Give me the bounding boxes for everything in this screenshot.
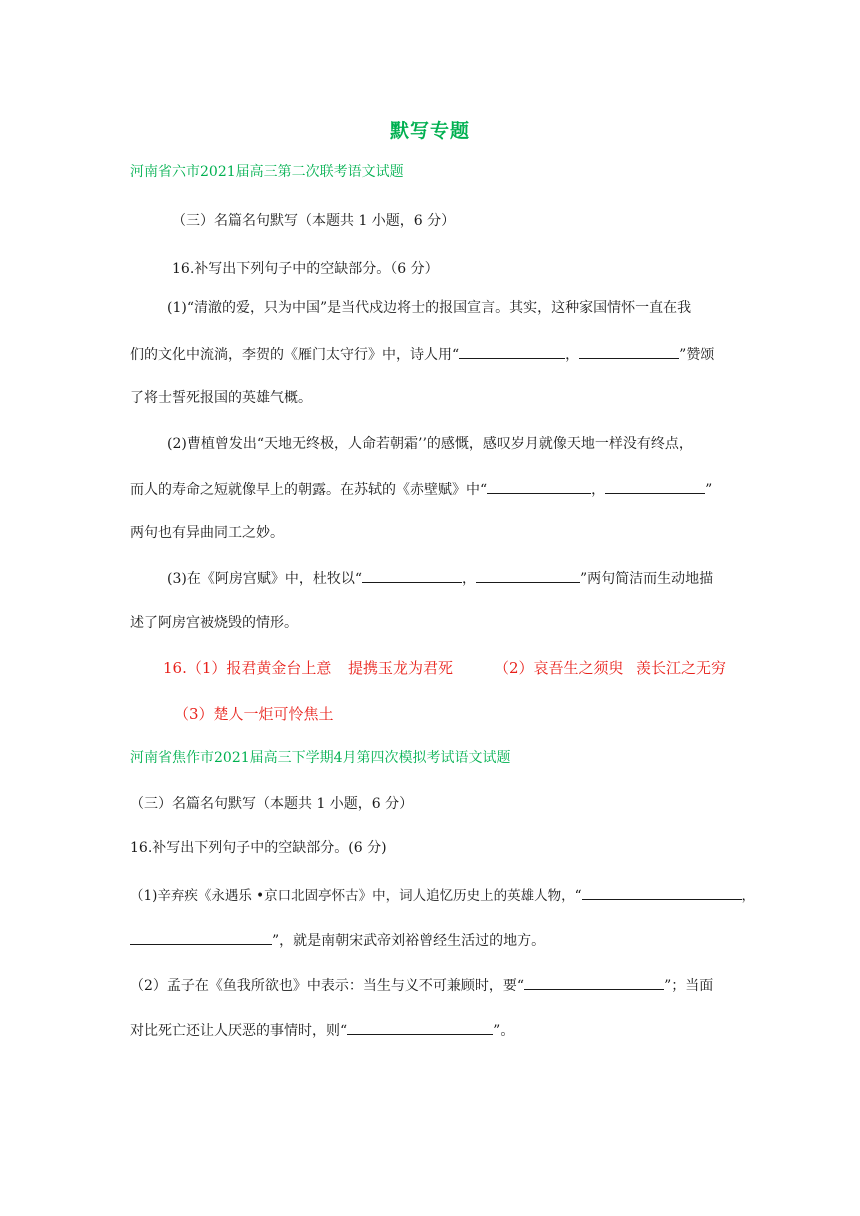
blank-separator: ， — [565, 347, 580, 363]
fill-blank[interactable] — [130, 930, 272, 945]
q3-line2: 述了阿房宫被烧毁的情形。 — [130, 615, 298, 631]
q2-line3: 两句也有异曲同工之妙。 — [130, 525, 284, 541]
q2-line2-text: 而人的寿命之短就像早上的朝露。在苏轼的《赤壁赋》中“ — [130, 482, 488, 498]
s2-q1-line2-text: ”，就是南朝宋武帝刘裕曾经生活过的地方。 — [272, 933, 546, 949]
q1-line2-end: ”赞颂 — [679, 347, 715, 363]
answer-5: （3）楚人一炬可怜焦土 — [174, 705, 334, 723]
s2-q2-line2 — [130, 1020, 514, 1041]
section-heading: （三）名篇名句默写（本题共 1 小题，6 分） — [172, 213, 456, 229]
fill-blank[interactable] — [362, 568, 462, 583]
blank-separator: ， — [462, 571, 476, 587]
q3-line1-end: ”两句简洁而生动地描 — [580, 571, 714, 587]
fill-blank[interactable] — [347, 1020, 493, 1035]
fill-blank[interactable] — [579, 344, 679, 359]
answer-2: 提携玉龙为君死 — [348, 659, 454, 677]
source-label: 河南省焦作市2021届高三下学期4月第四次模拟考试语文试题 — [130, 750, 511, 766]
source-label: 河南省六市2021届高三第二次联考语文试题 — [130, 164, 404, 180]
question-stem: 16.补写出下列句子中的空缺部分。(6 分) — [130, 840, 387, 856]
s2-q1-line2 — [130, 930, 545, 951]
q3-line1-text: (3)在《阿房宫赋》中，杜牧以“ — [167, 571, 362, 587]
fill-blank[interactable] — [487, 479, 591, 494]
q2-line2 — [130, 479, 712, 500]
q1-line2-text: 们的文化中流淌，李贺的《雁门太守行》中，诗人用“ — [130, 347, 460, 363]
s2-q2-line2-end: ”。 — [493, 1023, 515, 1039]
s2-q2-line2-text: 对比死亡还让人厌恶的事情时，则“ — [130, 1023, 348, 1039]
fill-blank[interactable] — [605, 479, 705, 494]
q2-line1: (2)曹植曾发出“天地无终极，人命若朝霜’’的感慨，感叹岁月就像天地一样没有终点， — [167, 436, 693, 452]
page-title: 默写专题 — [389, 120, 470, 142]
s2-q2-line1 — [130, 975, 713, 996]
s2-q2-line1-end: ”；当面 — [664, 978, 714, 994]
answer-1: 16.（1）报君黄金台上意 — [163, 659, 332, 677]
s2-q1-line1 — [130, 885, 755, 906]
section-heading: （三）名篇名句默写（本题共 1 小题，6 分） — [130, 796, 414, 812]
q1-line2 — [130, 344, 714, 365]
fill-blank[interactable] — [476, 568, 580, 583]
fill-blank[interactable] — [582, 885, 742, 900]
fill-blank[interactable] — [524, 975, 664, 990]
answer-3: （2）哀吾生之须臾 — [494, 659, 624, 677]
q3-line1 — [167, 568, 713, 589]
s2-q1-line1-text: （1)辛弃疾《永遇乐 •京口北固亭怀古》中，词人追忆历史上的英雄人物，“ — [130, 888, 582, 904]
q2-line2-end: ” — [705, 482, 713, 498]
s2-q1-line1-end: ， — [741, 888, 756, 904]
q1-line1: (1)“清澈的爱，只为中国”是当代戍边将士的报国宣言。其实，这种家国情怀一直在我 — [167, 300, 692, 316]
s2-q2-line1-text: （2）孟子在《鱼我所欲也》中表示：当生与义不可兼顾时，要“ — [130, 978, 525, 994]
blank-separator: ， — [591, 482, 606, 498]
question-stem: 16.补写出下列句子中的空缺部分。（6 分） — [172, 261, 439, 277]
q1-line3: 了将士誓死报国的英雄气概。 — [130, 390, 312, 406]
answer-4: 羡长江之无穷 — [636, 659, 727, 677]
fill-blank[interactable] — [459, 344, 565, 359]
